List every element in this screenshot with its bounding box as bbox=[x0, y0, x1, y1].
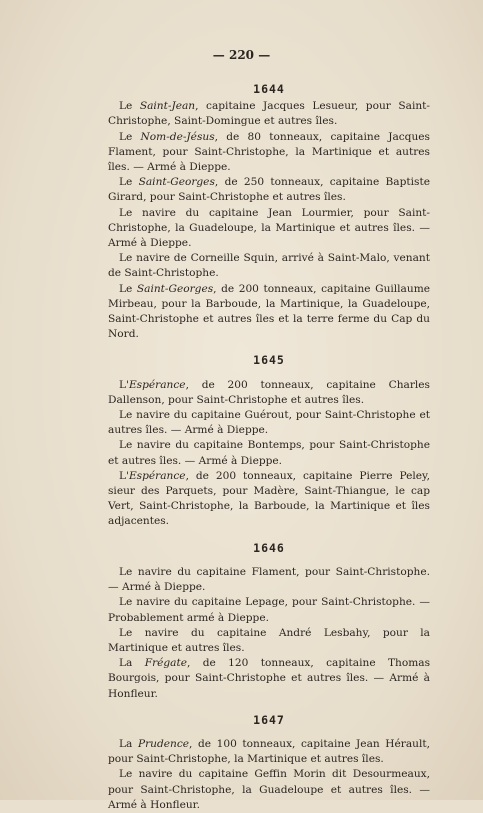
ship-name: Espérance bbox=[128, 469, 186, 482]
ship-name: Saint-Georges bbox=[138, 176, 215, 189]
ship-entry: Le navire du capitaine Guérout, pour Saint-Christophe et autres îles. — Armé à Dieppe. bbox=[108, 409, 430, 437]
ship-entry: La Prudence, de 100 tonneaux, capitaine Jean Hérault, pour Saint-Christophe, la Martinique et autres îles. bbox=[108, 737, 431, 766]
ship-entry: Le Saint-Georges, de 250 tonneaux, capitaine Baptiste Girard, pour Saint-Christophe et autres îles. bbox=[108, 176, 430, 204]
ship-entry: L'Espérance, de 200 tonneaux, capitaine Charles Dallenson, pour Saint-Christophe et autres îles. bbox=[108, 378, 430, 406]
ship-entry: Le navire du capitaine Flament, pour Saint-Christophe. — Armé à Dieppe. bbox=[108, 565, 430, 594]
page-text bbox=[108, 82, 430, 813]
ship-entry: Le Saint-Jean, capitaine Jacques Lesueur, pour Saint-Christophe, Saint-Domingue et autres îles. bbox=[108, 100, 431, 128]
ship-entry: Le navire du capitaine Geffin Morin dit Desourmeaux, pour Saint-Christophe, la Guadeloupe et autres îles. — Armé à Honfleur. bbox=[108, 768, 430, 811]
year-heading-1645: 1645 bbox=[253, 353, 285, 368]
ship-name: Nom-de-Jésus bbox=[140, 130, 215, 143]
ship-entry: Le navire du capitaine André Lesbahy, pour la Martinique et autres îles. bbox=[108, 626, 430, 654]
ship-name: Prudence bbox=[137, 737, 190, 750]
ship-name: Espérance bbox=[128, 378, 186, 391]
ship-entry: Le Nom-de-Jésus, de 80 tonneaux, capitaine Jacques Flament, pour Saint-Christophe, la Martinique et autres îles. — Armé à Dieppe. bbox=[108, 130, 430, 174]
ship-entry: Le Saint-Georges, de 200 tonneaux, capitaine Guillaume Mirbeau, pour la Barboude, la Martinique, la Guadeloupe, Saint-Christophe et autres îles et la terre ferme du Cap du Nord. bbox=[108, 282, 431, 341]
ship-entry: La Frégate, de 120 tonneaux, capitaine Thomas Bourgois, pour Saint-Christophe et autres îles. — Armé à Honfleur. bbox=[108, 657, 431, 700]
year-heading-1647: 1647 bbox=[253, 712, 285, 727]
ship-entry: Le navire de Corneille Squin, arrivé à Saint-Malo, venant de Saint-Christophe. bbox=[108, 252, 430, 280]
ship-entry: Le navire du capitaine Bontemps, pour Saint-Christophe et autres îles. — Armé à Dieppe. bbox=[108, 439, 430, 467]
ship-entry: L'Espérance, de 200 tonneaux, capitaine Pierre Peley, sieur des Parquets, pour Madère, Saint-Thiangue, le cap Vert, Saint-Christophe, la Barboude, la Martinique et îles adjacentes. bbox=[108, 469, 430, 528]
page-number: — 220 — bbox=[212, 48, 271, 62]
ship-name: Frégate bbox=[144, 657, 188, 670]
year-heading-1644: 1644 bbox=[253, 82, 285, 96]
ship-name: Saint-Georges bbox=[136, 282, 214, 295]
ship-name: Saint-Jean bbox=[139, 100, 196, 113]
ship-entry: Le navire du capitaine Lepage, pour Saint-Christophe. — Probablement armé à Dieppe. bbox=[108, 596, 430, 624]
ship-entry: Le navire du capitaine Jean Lourmier, pour Saint-Christophe, la Guadeloupe, la Martinique et autres îles. — Armé à Dieppe. bbox=[108, 206, 430, 250]
year-heading-1646: 1646 bbox=[253, 540, 285, 555]
